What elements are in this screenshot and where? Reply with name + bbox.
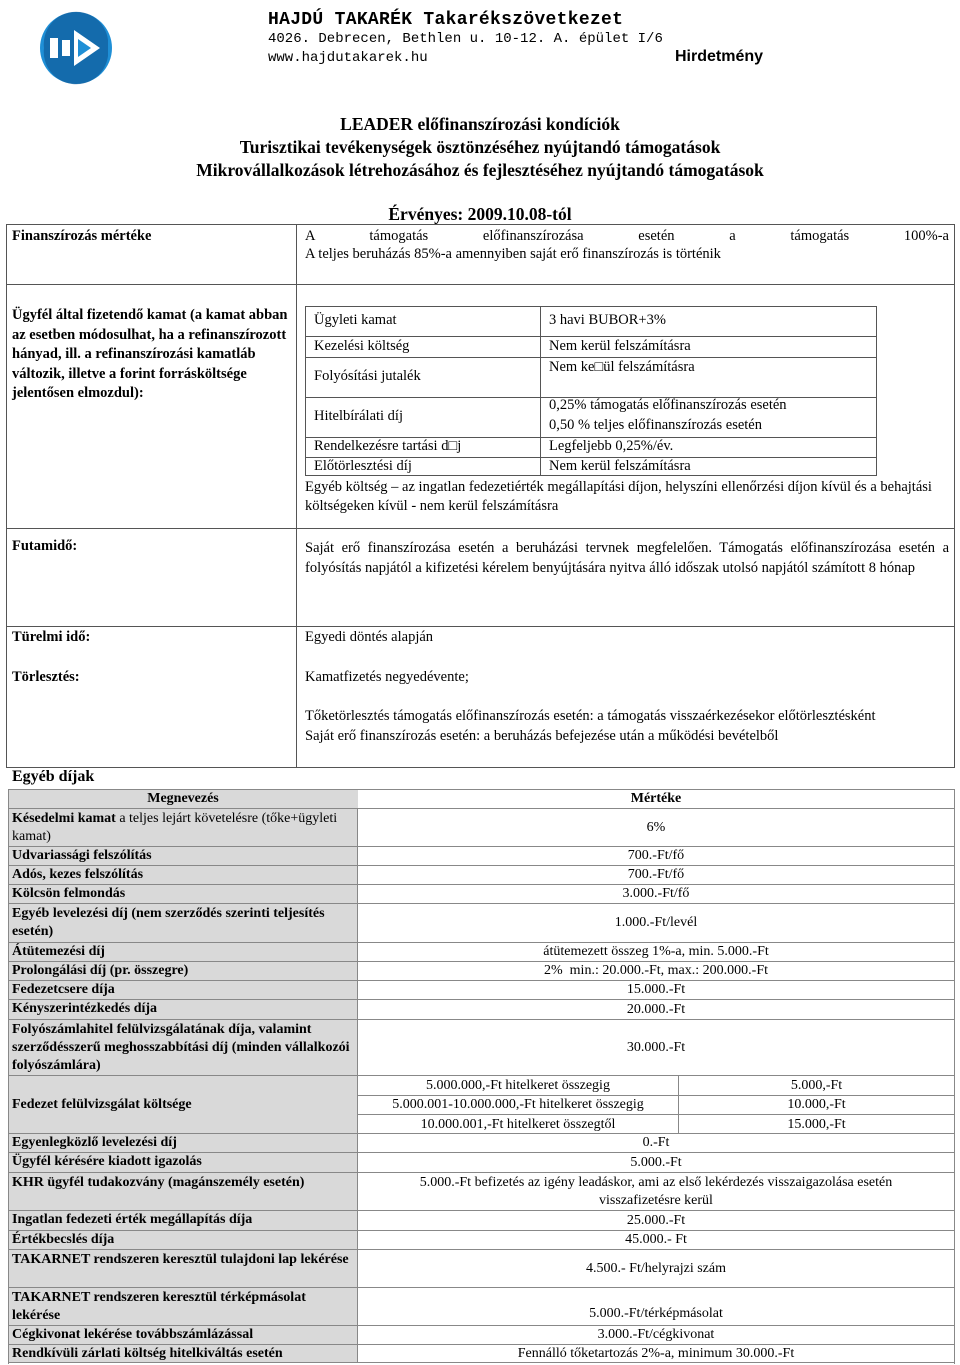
fee-name: Folyószámlahitel felülvizsgálatának díja, valamint szerződésszerű meghosszabbítási díj (minden vállalkozói folyószámlára) bbox=[12, 1022, 350, 1073]
title-line-2: Turisztikai tevékenységek ösztönzéséhez nyújtandó támogatások bbox=[239, 137, 721, 157]
interest-row-value: 0,25% támogatás előfinanszírozás esetén bbox=[549, 397, 787, 413]
fee-value: 2% min.: 20.000.-Ft, max.: 200.000.-Ft bbox=[544, 963, 768, 978]
financing-label: Finanszírozás mértéke bbox=[12, 228, 152, 244]
term-label: Futamidő: bbox=[12, 538, 78, 554]
bank-address: 4026. Debrecen, Bethlen u. 10-12. A. épület I/6 bbox=[268, 31, 663, 47]
fee-amount: 5.000,-Ft bbox=[678, 1076, 954, 1095]
fee-name: TAKARNET rendszeren keresztül tulajdoni lap lekérése bbox=[12, 1252, 349, 1267]
fee-value: 700.-Ft/fő bbox=[627, 867, 685, 882]
interest-row-name: Hitelbírálati díj bbox=[314, 408, 403, 424]
interest-row-name: Előtörlesztési díj bbox=[314, 458, 412, 474]
table-row bbox=[8, 1075, 954, 1133]
valid-from: Érvényes: 2009.10.08-tól bbox=[388, 204, 572, 224]
fee-name: Kölcsön felmondás bbox=[12, 886, 126, 901]
fee-value: 3.000.-Ft/cégkivonat bbox=[597, 1327, 715, 1342]
fee-name: Egyéb levelezési díj (nem szerződés szerinti teljesítés esetén) bbox=[12, 906, 325, 939]
repayment-text-1: Kamatfizetés negyedévente; bbox=[305, 669, 469, 685]
financing-line-1: A támogatás előfinanszírozása esetén a támogatás 100%-a bbox=[305, 228, 949, 244]
table-row bbox=[8, 1210, 954, 1230]
financing-line-2: A teljes beruházás 85%-a amennyiben saját erő finanszírozás is történik bbox=[305, 246, 721, 262]
repayment-label: Törlesztés: bbox=[12, 669, 80, 685]
fee-name: Cégkivonat lekérése továbbszámlázással bbox=[12, 1327, 254, 1342]
fee-value: 5.000.-Ft bbox=[630, 1154, 682, 1170]
fees-col-value-header: Mértéke bbox=[358, 790, 954, 808]
table-row bbox=[8, 942, 954, 961]
interest-label: Ügyfél által fizetendő kamat (a kamat abban az esetben módosulhat, ha a refinanszírozott hányad, ill. a refinanszírozási kamatláb változik, illetve a forint forrásköltsége jelentősen elmozdul): bbox=[12, 307, 288, 401]
fee-name: Ügyfél kérésére kiadott igazolás bbox=[12, 1154, 202, 1169]
fee-name: Átütemezési díj bbox=[12, 944, 105, 959]
interest-row-name: Ügyleti kamat bbox=[314, 312, 397, 328]
fee-amount: 10.000,-Ft bbox=[678, 1096, 954, 1114]
fee-value: 0.-Ft bbox=[642, 1135, 670, 1150]
fee-value: 700.-Ft/fő bbox=[627, 848, 685, 863]
fee-name: Értékbecslés díja bbox=[12, 1232, 115, 1247]
table-row bbox=[8, 884, 954, 903]
fee-name: Ingatlan fedezeti érték megállapítás díja bbox=[12, 1212, 253, 1227]
interest-row-name: Kezelési költség bbox=[314, 338, 410, 354]
fee-value: 25.000.-Ft bbox=[626, 1212, 686, 1228]
fees-col-name-header: Megnevezés bbox=[147, 791, 219, 806]
interest-row-value: 3 havi BUBOR+3% bbox=[549, 312, 666, 328]
fee-name-rest: a teljes lejárt követelésre (tőke+ügyleti kamat) bbox=[12, 811, 338, 844]
term-text: Saját erő finanszírozása esetén a beruházási tervnek megfelelően. Támogatás előfinanszírozása esetén a folyósítás napjától a kifizetési kérelem benyújtására nyitva álló időszak utolsó napjától számított 8 hónap bbox=[305, 540, 949, 576]
fee-value: 6% bbox=[646, 819, 666, 835]
interest-row-value-2: 0,50 % teljes előfinanszírozás esetén bbox=[549, 417, 762, 433]
fee-name: TAKARNET rendszeren keresztül térképmásolat lekérése bbox=[12, 1290, 306, 1323]
fee-range: 5.000.000,-Ft hitelkeret összegig bbox=[426, 1077, 610, 1093]
fee-name: KHR ügyfél tudakozvány (magánszemély esetén) bbox=[12, 1175, 305, 1190]
table-row bbox=[8, 865, 954, 884]
fee-value: 4.500.- Ft/helyrajzi szám bbox=[586, 1260, 726, 1276]
fee-name: Kényszerintézkedés díja bbox=[12, 1001, 158, 1016]
grace-label: Türelmi idő: bbox=[12, 629, 91, 645]
repayment-text-3: Saját erő finanszírozás esetén: a beruházás befejezése után a működési bevételből bbox=[305, 728, 779, 744]
fee-name: Fedezet felülvizsgálat költsége bbox=[12, 1096, 192, 1112]
fee-name: Udvariassági felszólítás bbox=[12, 848, 152, 863]
table-row bbox=[8, 1287, 954, 1325]
title-line-3: Mikrovállalkozások létrehozásához és fejlesztéséhez nyújtandó támogatások bbox=[196, 160, 764, 180]
table-row bbox=[8, 980, 954, 999]
table-row bbox=[8, 1019, 954, 1075]
table-row bbox=[8, 1152, 954, 1172]
fee-range: 5.000.001-10.000.000,-Ft hitelkeret összegig bbox=[392, 1097, 644, 1112]
interest-row-name: Folyósítási jutalék bbox=[314, 368, 421, 384]
fee-value: 45.000.- Ft bbox=[625, 1232, 687, 1247]
fee-value: 3.000.-Ft/fő bbox=[622, 886, 690, 901]
bank-website-link[interactable]: www.hajdutakarek.hu bbox=[268, 50, 428, 66]
interest-row-name: Rendelkezésre tartási d□j bbox=[314, 438, 462, 454]
fee-name: Adós, kezes felszólítás bbox=[12, 867, 144, 882]
fee-value: 20.000.-Ft bbox=[626, 1001, 686, 1017]
fee-value: 15.000.-Ft bbox=[626, 982, 686, 997]
table-row bbox=[8, 808, 954, 846]
fee-value: 30.000.-Ft bbox=[626, 1039, 686, 1055]
fee-name: Prolongálási díj (pr. összegre) bbox=[12, 963, 189, 978]
table-row bbox=[8, 1172, 954, 1210]
table-row bbox=[8, 846, 954, 865]
table-row bbox=[8, 999, 954, 1019]
table-row bbox=[8, 903, 954, 942]
other-cost-text: Egyéb költség – az ingatlan fedezetiérték megállapítási díjon, helyszíni ellenőrzési díjon kívül és a behajtási költségeken kívül - nem kerül felszámításra bbox=[305, 479, 932, 514]
fee-value: Fennálló tőketartozás 2%-a, minimum 30.000.-Ft bbox=[517, 1345, 795, 1361]
bank-name: HAJDÚ TAKARÉK Takarékszövetkezet bbox=[268, 10, 624, 30]
repayment-text-2: Tőketörlesztés támogatás előfinanszírozás esetén: a támogatás visszaérkezésekor előtörlesztésként bbox=[305, 708, 876, 724]
title-line-1: LEADER előfinanszírozási kondíciók bbox=[340, 114, 620, 134]
fees-section-title: Egyéb díjak bbox=[12, 768, 95, 785]
hajdu-takarek-logo-icon bbox=[38, 10, 114, 86]
table-row bbox=[8, 1344, 954, 1363]
fee-name: Rendkívüli zárlati költség hitelkiváltás esetén bbox=[12, 1346, 283, 1361]
fee-name: Késedelmi kamat bbox=[12, 811, 116, 826]
fee-name: Fedezetcsere díja bbox=[12, 982, 115, 997]
fee-value: átütemezett összeg 1%-a, min. 5.000.-Ft bbox=[543, 944, 769, 959]
grace-text: Egyedi döntés alapján bbox=[305, 629, 434, 645]
interest-row-value: Nem ke□ül felszámításra bbox=[549, 359, 695, 375]
table-row bbox=[8, 961, 954, 980]
table-row bbox=[8, 1230, 954, 1249]
table-row bbox=[8, 1249, 954, 1287]
fee-name: Egyenlegközlő levelezési díj bbox=[12, 1135, 177, 1150]
fee-range: 10.000.001,-Ft hitelkeret összegtől bbox=[420, 1116, 616, 1132]
fee-amount: 15.000,-Ft bbox=[678, 1115, 954, 1134]
interest-row-value: Nem kerül felszámításra bbox=[549, 338, 691, 354]
interest-row-value: Legfeljebb 0,25%/év. bbox=[549, 438, 674, 454]
table-row bbox=[8, 1133, 954, 1152]
table-row bbox=[8, 1325, 954, 1344]
interest-row-value: Nem kerül felszámításra bbox=[549, 458, 691, 474]
fee-value: 5.000.-Ft/térképmásolat bbox=[589, 1306, 723, 1321]
fee-value: 5.000.-Ft befizetés az igény leadáskor, ami az első lekérdezés visszaigazolása esetén visszafizetésre kerül bbox=[419, 1174, 893, 1208]
fee-value: 1.000.-Ft/levél bbox=[614, 915, 698, 930]
notice-label: Hirdetmény bbox=[675, 48, 764, 65]
